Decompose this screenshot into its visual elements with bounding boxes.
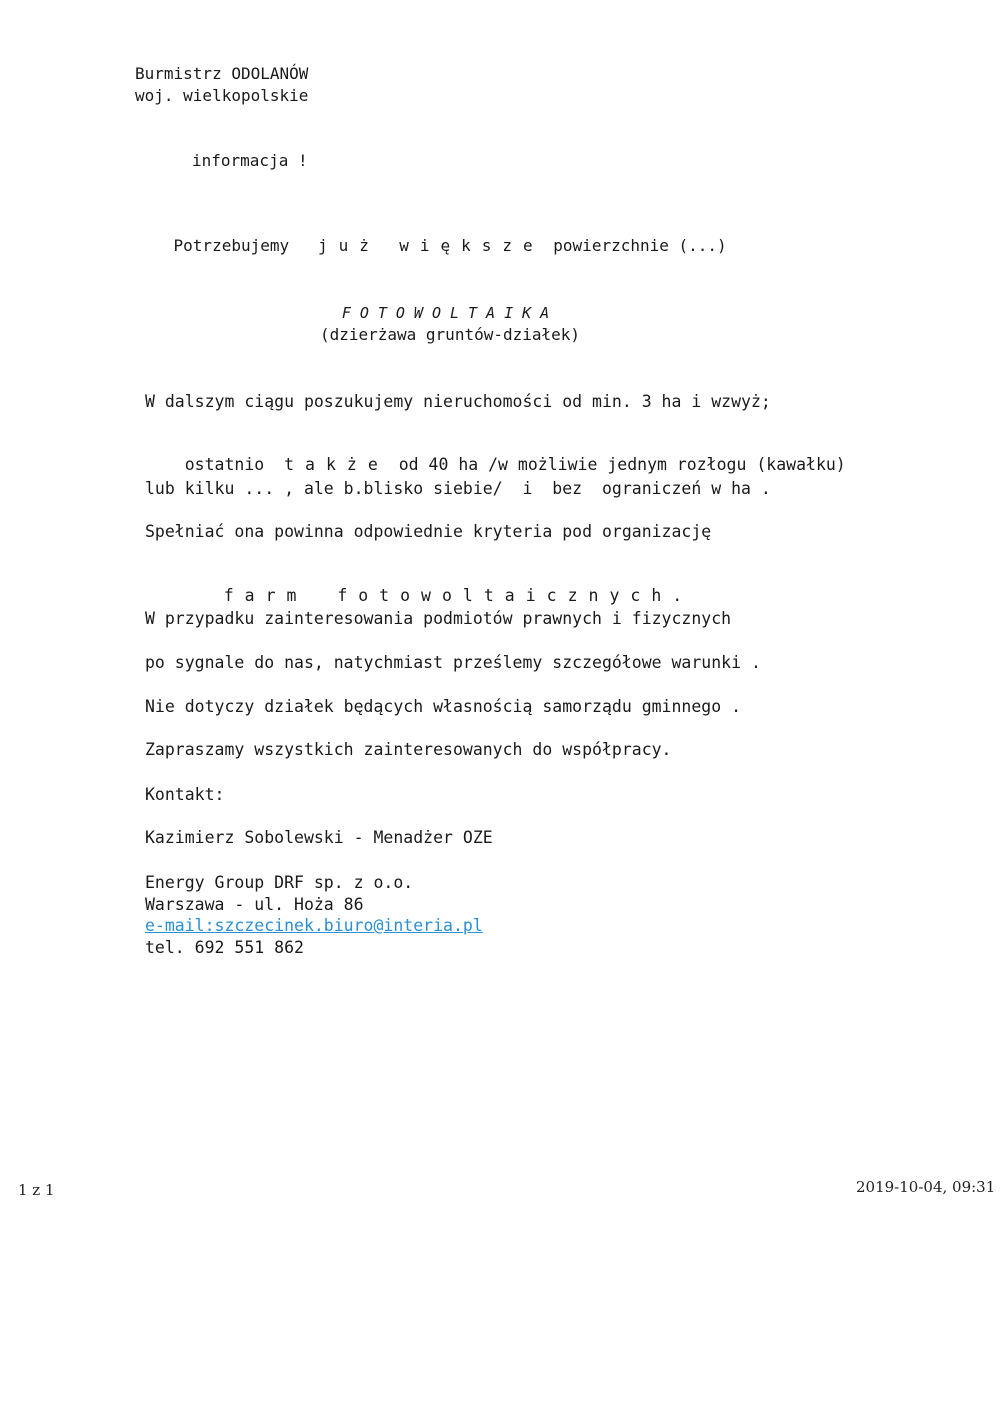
body-line-4: Spełniać ona powinna odpowiednie kryteria pod organizację <box>145 522 712 541</box>
contact-label: Kontakt: <box>145 785 225 804</box>
intro-part-2: już <box>318 236 380 255</box>
body-line-3: lub kilku ... , ale b.blisko siebie/ i bez ograniczeń w ha . <box>145 479 771 498</box>
body-line-8: Nie dotyczy działek będących własnością samorządu gminnego . <box>145 697 742 716</box>
addressee-line: Burmistrz ODOLANÓW <box>135 64 309 83</box>
contact-company: Energy Group DRF sp. z o.o. <box>145 873 414 892</box>
body-line-1: W dalszym ciągu poszukujemy nieruchomości od min. 3 ha i wzwyż; <box>145 392 771 411</box>
body-line-6: W przypadku zainteresowania podmiotów prawnych i fizycznych <box>145 609 732 628</box>
body-line-5b: fotowoltaicznych. <box>337 586 694 605</box>
intro-part-1: Potrzebujemy <box>173 236 290 255</box>
intro-line <box>135 216 727 276</box>
document-title: FOTOWOLTAIKA <box>341 304 559 322</box>
body-line-7: po sygnale do nas, natychmiast prześlemy szczegółowe warunki . <box>145 653 761 672</box>
contact-email-link[interactable]: e-mail:szczecinek.biuro@interia.pl <box>145 916 483 935</box>
body-line-5a: farm <box>223 586 308 605</box>
intro-part-3: większe <box>399 236 544 255</box>
contact-phone: tel. 692 551 862 <box>145 938 304 957</box>
body-line-9: Zapraszamy wszystkich zainteresowanych do współpracy. <box>145 740 672 759</box>
body-line-2a: ostatnio <box>184 455 265 474</box>
contact-address: Warszawa - ul. Hoża 86 <box>145 895 364 914</box>
page-number: 1 z 1 <box>18 1181 55 1199</box>
intro-part-4: powierzchnie (...) <box>553 236 727 255</box>
body-line-2b: także <box>284 455 389 474</box>
document-subtitle: (dzierżawa gruntów-działek) <box>319 325 581 344</box>
body-line-2c: od 40 ha /w możliwie jednym rozłogu (kawałku) <box>398 455 846 474</box>
notice-label: informacja ! <box>192 151 308 170</box>
print-datetime: 2019-10-04, 09:31 <box>856 1178 996 1196</box>
contact-person: Kazimierz Sobolewski - Menadżer OZE <box>145 828 493 847</box>
voivodeship-line: woj. wielkopolskie <box>135 86 309 105</box>
